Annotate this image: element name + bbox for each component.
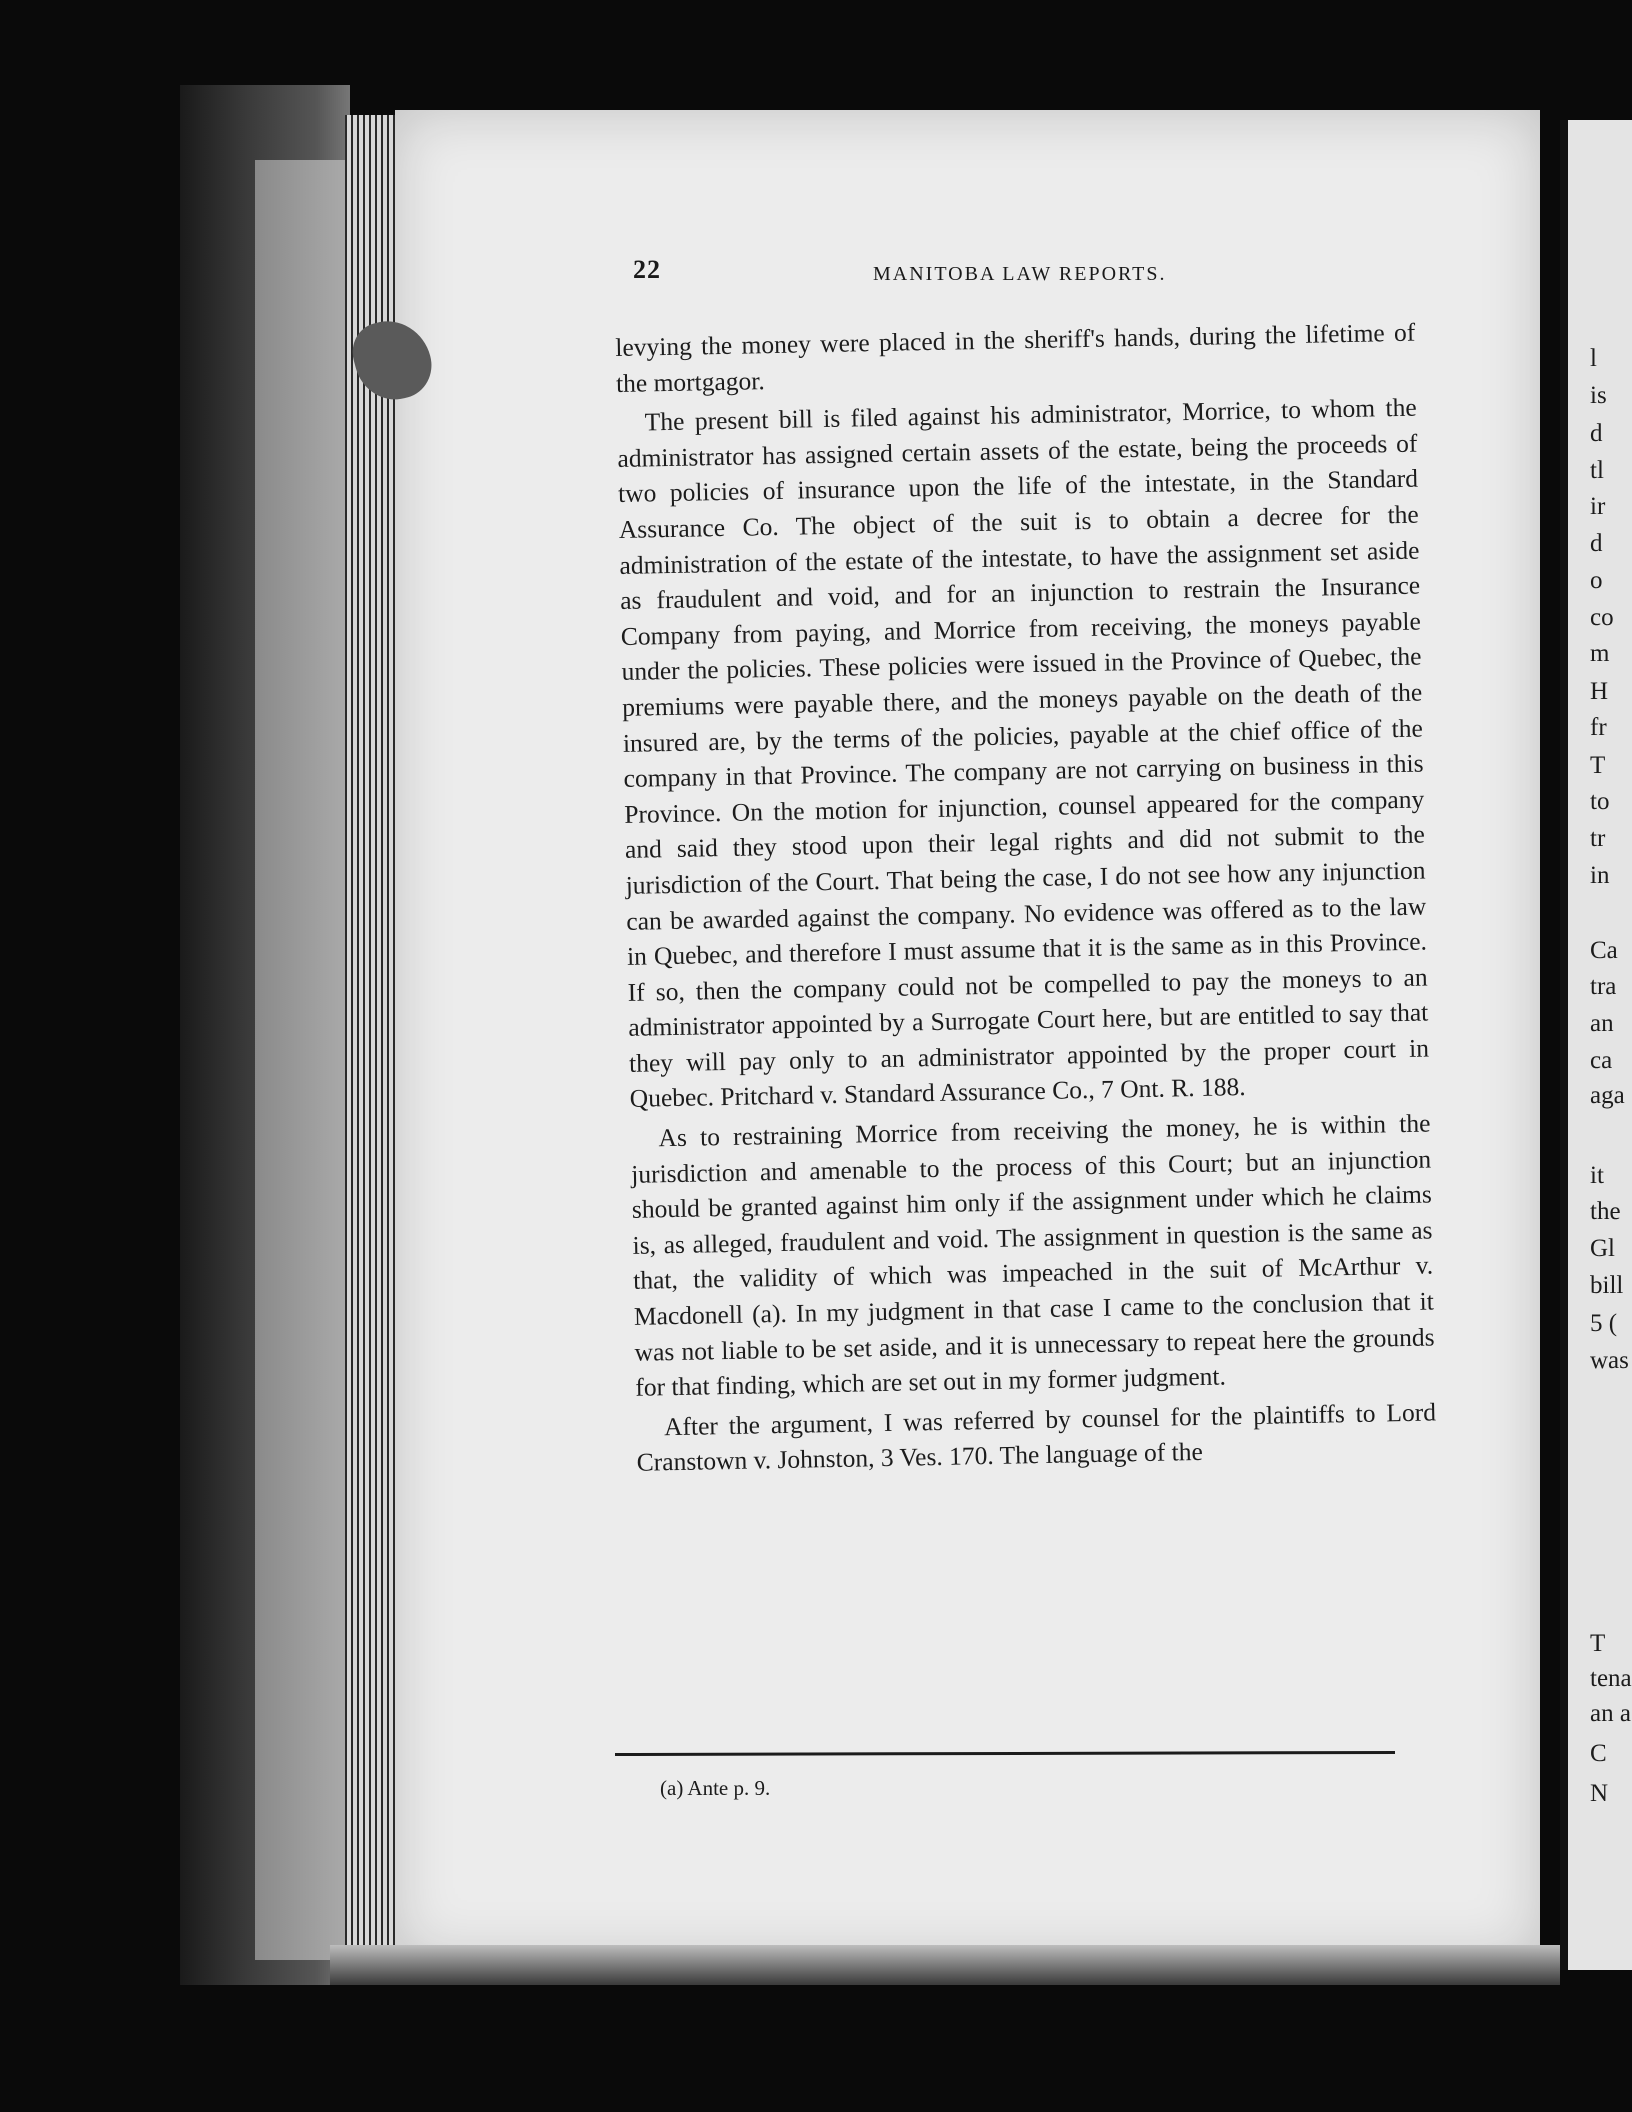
facing-page-fragment: fr: [1590, 714, 1607, 741]
paragraph-3: As to restraining Morrice from receiving the money, he is within the jurisdiction and amenable to the process of this Court; but an injunction should be granted against him only if the assignment under which he claims is, as alleged, fraudulent and void. The assignment in question is the same as that, the validity of which was impeached in the suit of McArthur v. Macdonell (a). In my judgment in that case I came to the conclusion that it was not liable to be set aside, and it is unnecessary to repeat here the grounds for that finding, which are set out in my former judgment.: [630, 1108, 1435, 1403]
running-head: MANITOBA LAW REPORTS.: [873, 263, 1167, 285]
page-number: 22: [633, 255, 661, 284]
paragraph-1: levying the money were placed in the sheriff's hands, during the lifetime of the mortgagor.: [615, 317, 1416, 398]
facing-page-fragment: d: [1590, 420, 1603, 447]
facing-page-fragment: T: [1590, 1630, 1606, 1657]
facing-page-fragment: m: [1590, 640, 1610, 667]
facing-page-fragment: tr: [1590, 825, 1606, 852]
facing-page-fragment: aga: [1590, 1082, 1625, 1109]
facing-page-fragment: tl: [1590, 457, 1604, 484]
facing-page-fragment: N: [1590, 1780, 1609, 1807]
facing-page-fragment: the: [1590, 1198, 1621, 1225]
facing-page-fragment: ir: [1590, 493, 1606, 520]
facing-page-fragment: an a: [1590, 1700, 1631, 1727]
facing-page-fragment: T: [1590, 752, 1606, 779]
paragraph-2: The present bill is filed against his administrator, Morrice, to whom the administrator has assigned certain assets of the estate, being the proceeds of two policies of insurance upon the life of the intestate, in the Standard Assurance Co. The object of the suit is to obtain a decree for the administration of the estate of the intestate, to have the assignment set aside as fraudulent and void, and for an injunction to restrain the Insurance Company from paying, and Morrice from receiving, the moneys payable under the policies. These policies were issued in the Province of Quebec, the premiums were payable there, and the moneys payable on the death of the insured are, by the terms of the policies, payable at the chief office of the company in that Province. The company are not carrying on business in this Province. On the motion for injunction, counsel appeared for the company and said they stood upon their legal rights and did not submit to the jurisdiction of the Court. That being the case, I do not see how any injunction can be awarded against the company. No evidence was offered as to the law in Quebec, and therefore I must assume that it is the same as in this Province. If so, then the company could not be compelled to pay the moneys to an administrator appointed by a Surrogate Court here, but are entitled to say that they will pay only to an administrator appointed by the proper court in Quebec. Pritchard v. Standard Assurance Co., 7 Ont. R. 188.: [617, 392, 1430, 1114]
facing-page-fragment: in: [1590, 862, 1610, 889]
footnote: (a) Ante p. 9.: [660, 1776, 771, 1800]
facing-page-fragment: l: [1590, 345, 1597, 372]
paragraph-4: After the argument, I was referred by counsel for the plaintiffs to Lord Cranstown v. Johnston, 3 Ves. 170. The language of the: [636, 1397, 1437, 1478]
facing-page-fragment: co: [1590, 604, 1614, 631]
facing-page-fragment: 5 (: [1590, 1310, 1618, 1337]
facing-page-fragment: is: [1590, 382, 1607, 409]
facing-page-fragment: it: [1590, 1162, 1604, 1189]
facing-page-fragment: tra: [1590, 973, 1617, 1000]
facing-page-fragment: Gl: [1590, 1235, 1615, 1262]
facing-page-fragment: H: [1590, 678, 1609, 705]
facing-page-edge: [1560, 120, 1632, 1970]
facing-page-fragment: an: [1590, 1010, 1614, 1037]
facing-page-fragment: to: [1590, 788, 1610, 815]
page-header: [633, 255, 1413, 295]
facing-page-fragment: tena: [1590, 1665, 1632, 1692]
facing-page-fragment: Ca: [1590, 937, 1618, 964]
facing-page-fragment: d: [1590, 530, 1603, 557]
facing-page-fragment: was: [1590, 1347, 1629, 1374]
facing-page-fragment: bill: [1590, 1272, 1624, 1299]
facing-page-fragment: ca: [1590, 1047, 1613, 1074]
facing-page-fragment: C: [1590, 1740, 1607, 1767]
facing-page-fragment: o: [1590, 567, 1603, 594]
body-text: [615, 315, 1437, 1481]
page-bottom-shadow: [330, 1945, 1560, 1985]
